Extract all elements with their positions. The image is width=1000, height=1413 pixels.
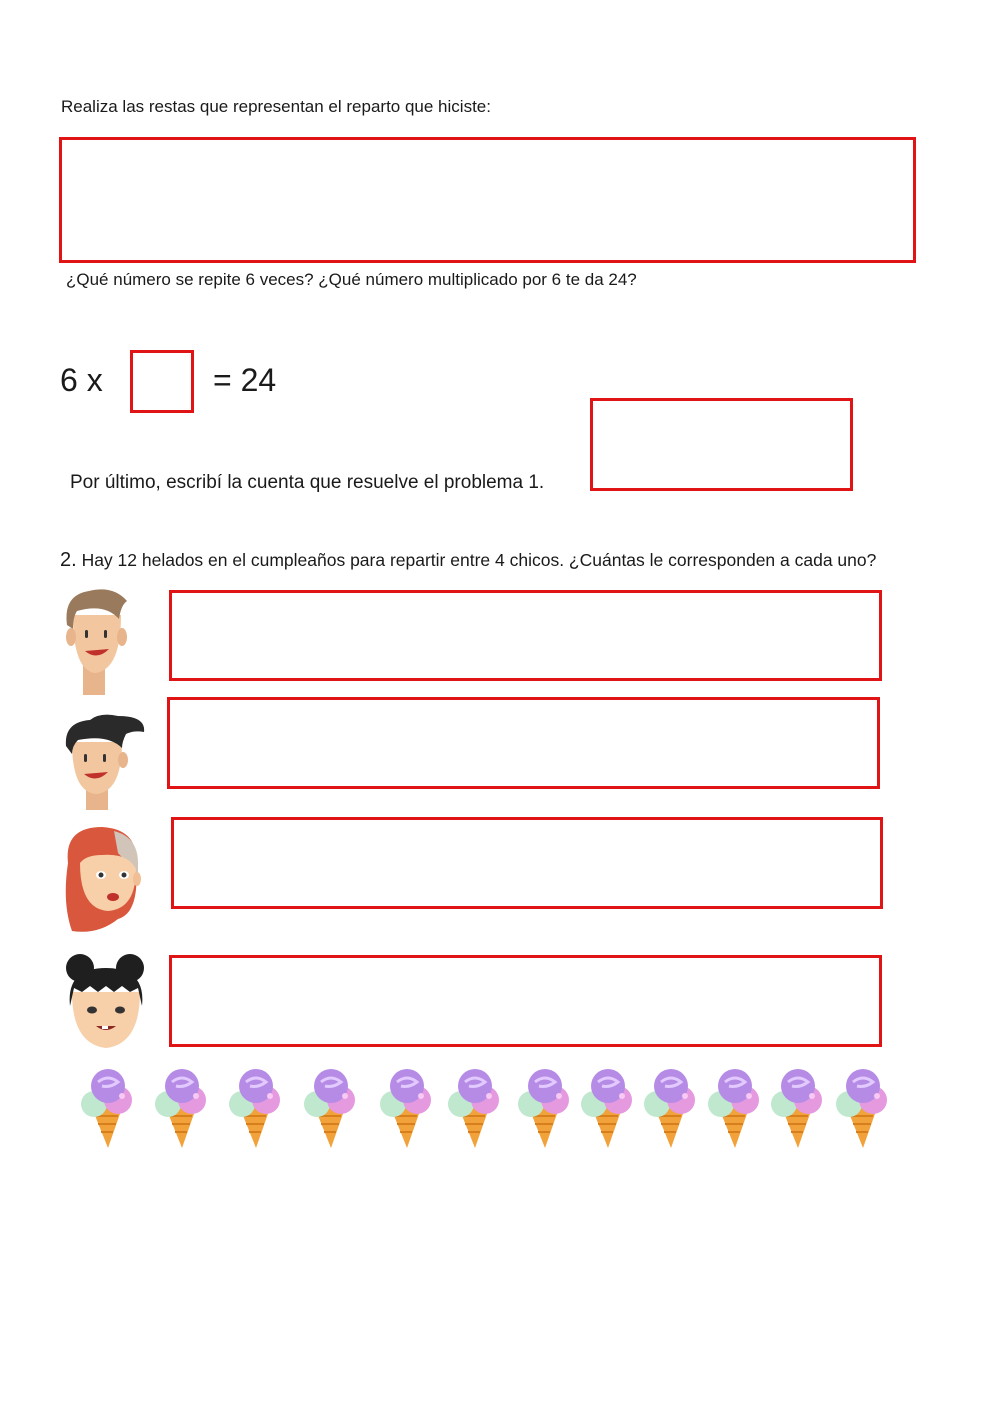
final-prompt-text: Por último, escribí la cuenta que resuelve el problema 1. [70, 472, 545, 493]
ice-cream-cone-icon [705, 1066, 763, 1150]
problem-statement: Hay 12 helados en el cumpleaños para repartir entre 4 chicos. ¿Cuántas le corresponden a cada uno? [81, 550, 877, 570]
ice-cream-cone-icon [152, 1066, 210, 1150]
ice-cream-cone-icon [377, 1066, 435, 1150]
equation-right: = 24 [213, 362, 277, 398]
ice-cream-cone-icon [445, 1066, 503, 1150]
ice-cream-cone-icon [768, 1066, 826, 1150]
boy-black-quiff-face-icon [60, 712, 150, 812]
equation-left: 6 x [60, 362, 103, 398]
question-text: ¿Qué número se repite 6 veces? ¿Qué número multiplicado por 6 te da 24? [66, 270, 637, 289]
ice-cream-cone-icon [226, 1066, 284, 1150]
child-1-answer-box[interactable] [169, 590, 882, 681]
ice-cream-cone-icon [578, 1066, 636, 1150]
multiplication-answer-box[interactable] [130, 350, 194, 413]
problem-2-text [60, 549, 876, 572]
subtraction-answer-box[interactable] [59, 137, 916, 263]
girl-black-buns-face-icon [62, 952, 150, 1052]
ice-cream-cone-icon [515, 1066, 573, 1150]
child-4-answer-box[interactable] [169, 955, 882, 1047]
final-operation-box[interactable] [590, 398, 853, 491]
instruction-text: Realiza las restas que representan el reparto que hiciste: [61, 97, 491, 116]
ice-cream-cone-icon [301, 1066, 359, 1150]
problem-number: 2. [60, 549, 77, 571]
boy-brown-hair-face-icon [55, 585, 135, 700]
girl-red-hair-face-icon [58, 823, 148, 938]
child-3-answer-box[interactable] [171, 817, 883, 909]
ice-cream-cone-icon [833, 1066, 891, 1150]
ice-cream-cone-icon [641, 1066, 699, 1150]
child-2-answer-box[interactable] [167, 697, 880, 789]
ice-cream-cone-icon [78, 1066, 136, 1150]
